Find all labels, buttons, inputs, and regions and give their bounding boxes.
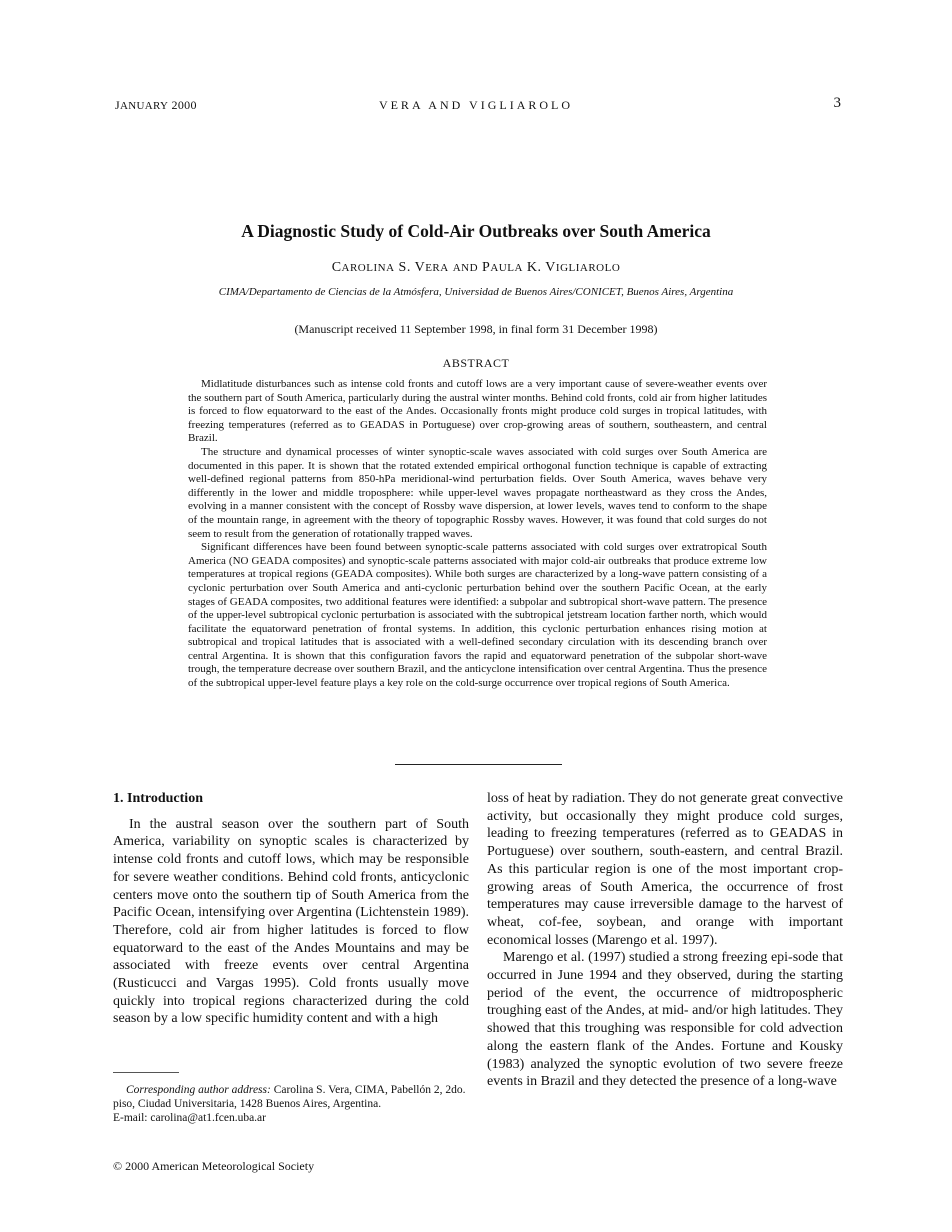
body-paragraph: loss of heat by radiation. They do not generate great convective activity, but occasionally they might produce cold surges, leading to freezing temperatures (referred as to GEADAS in Portuguese) over southern, south-eastern, and central Brazil. As this particular region is one of the most important crop-growing areas of South America, the occurrence of frost temperatures may cause irreversible damage to the harvest of wheat, cof-fee, soybean, and orange with important economical losses (Marengo et al. 1997). [487, 791, 843, 948]
date-year: 2000 [171, 98, 197, 112]
abstract-body [188, 378, 767, 691]
running-header-title: VERA AND VIGLIAROLO [378, 98, 574, 112]
footnote-label: Corresponding author address: [126, 1084, 271, 1096]
section-divider [395, 764, 562, 765]
footnote-text [113, 1083, 469, 1111]
left-column [113, 790, 469, 1028]
author2-middle: K. [526, 260, 542, 275]
section-heading: 1. Introduction [113, 791, 203, 806]
author-line [0, 260, 952, 276]
abstract-paragraph: Midlatitude disturbances such as intense cold fronts and cutoff lows are a very important cause of severe-weather events over the southern part of South America, particularly during the austral winter months. Behind cold fronts, cold air from higher latitudes is forced to flow equatorward to the east of the Andes. Occasionally fronts might produce cold surges in tropical latitudes, with freezing temperatures (referred as to GEADAS in Portuguese) over crop-growing areas of southern, southeastern, and central Brazil. [188, 378, 767, 445]
page-number: 3 [833, 95, 841, 111]
author2-first-initial: P [482, 260, 491, 275]
abstract-paragraph: Significant differences have been found between synoptic-scale patterns associated with cold surges over extratropical South America (NO GEADA composites) and synoptic-scale patterns associated with major cold-air outbreaks that produce extreme low temperatures at tropical regions (GEADA composites). While both surges are characterized by a long-wave pattern consisting of a cyclonic perturbation over South America and anti-cyclonic perturbation behind over the southern Pacific Ocean, at the early stages of GEADA composites, two additional features were identified: a subpolar and subtropical short-wave pattern. The presence of the upper-level subtropical cyclonic perturbation is associated with the subtropical jetstream location farther north, which would facilitate the equatorward penetration of frontal systems. In addition, this cyclonic perturbation enhances rising motion at subtropical and tropical latitudes that is associated with a well-defined secondary circulation with its descending branch over central Argentina. It is shown that this configuration favors the rapid and equatorward penetration of the subpolar short-wave trough, the temperature decrease over southern Brazil, and the anticyclone intensification over central Argentina. Thus the presence of the subtropical upper-level feature plays a key role on the cold-surge occurrence over tropical regions of South America. [188, 541, 767, 690]
author1-first-rest: AROLINA [341, 262, 395, 274]
footnote-address: Carolina S. Vera, CIMA, Pabellón 2, 2do. piso, Ciudad Universitaria, 1428 Buenos Aires, Argentina. [113, 1084, 466, 1110]
author1-first-initial: C [331, 260, 342, 275]
footnote-rule [113, 1072, 179, 1073]
author2-last-initial: V [545, 260, 556, 275]
copyright-notice: © 2000 American Meteorological Society [113, 1159, 315, 1173]
date-initial: J [115, 98, 120, 112]
right-column [487, 790, 843, 1091]
footnote [113, 1083, 469, 1125]
author-and: AND [452, 262, 479, 274]
body-paragraph: Marengo et al. (1997) studied a strong freezing epi-sode that occurred in June 1994 and they observed, during the starting period of the event, the occurrence of midtropospheric troughing east of the Andes, at mid- and/or high latitudes. They showed that this troughing was responsible for cold advection along the eastern flank of the Andes. Fortune and Kousky (1983) analyzed the synoptic evolution of two severe freeze events in Brazil and they detected the presence of a long-wave [487, 950, 843, 1090]
date-month-rest: ANUARY [119, 100, 169, 112]
abstract-paragraph: The structure and dynamical processes of winter synoptic-scale waves associated with cold surges over South America are documented in this paper. It is shown that the rotated extended empirical orthogonal function technique is capable of extracting well-defined regional patterns from 850-hPa meridional-wind perturbation fields. Over South America, waves behave very differently in the lower and middle troposphere: while upper-level waves propagate northeastward as they cross the Andes, evolving in a manner consistent with the concept of Rossby wave dispersion, at lower levels, waves tend to conform to the shape of the mountain range, in agreement with the theory of topographic Rossby waves. However, it was found that cold surges do not seem to result from the generation of rotationally trapped waves. [188, 445, 767, 540]
manuscript-note: (Manuscript received 11 September 1998, in final form 31 December 1998) [294, 322, 658, 336]
author1-last-rest: ERA [425, 262, 449, 274]
body-paragraph: In the austral season over the southern part of South America, variability on synoptic scales is characterized by intense cold fronts and cutoff lows, which may be responsible for severe weather conditions. Behind cold fronts, anticyclonic centers move onto the southern tip of South America from the Pacific Ocean, intensifying over Argentina (Lichtenstein 1989). Therefore, cold air from higher latitudes is forced to flow equatorward to the east of the Andes Mountains and may be associated with freeze events over central Argentina (Rusticucci and Vargas 1995). Cold fronts usually move quickly into tropical regions characterized during the cold season by a low specific humidity content and with a high [113, 816, 469, 1027]
author1-last-initial: V [414, 260, 426, 275]
footnote-email: E-mail: carolina@at1.fcen.uba.ar [113, 1112, 266, 1124]
author2-last-rest: IGLIAROLO [555, 262, 621, 274]
author2-first-rest: AULA [490, 262, 523, 274]
affiliation: CIMA/Departamento de Ciencias de la Atmósfera, Universidad de Buenos Aires/CONICET, Buenos Aires, Argentina [218, 286, 734, 298]
paper-title: A Diagnostic Study of Cold-Air Outbreaks over South America [241, 221, 711, 241]
abstract-heading: ABSTRACT [442, 356, 510, 370]
author1-middle: S. [398, 260, 411, 275]
